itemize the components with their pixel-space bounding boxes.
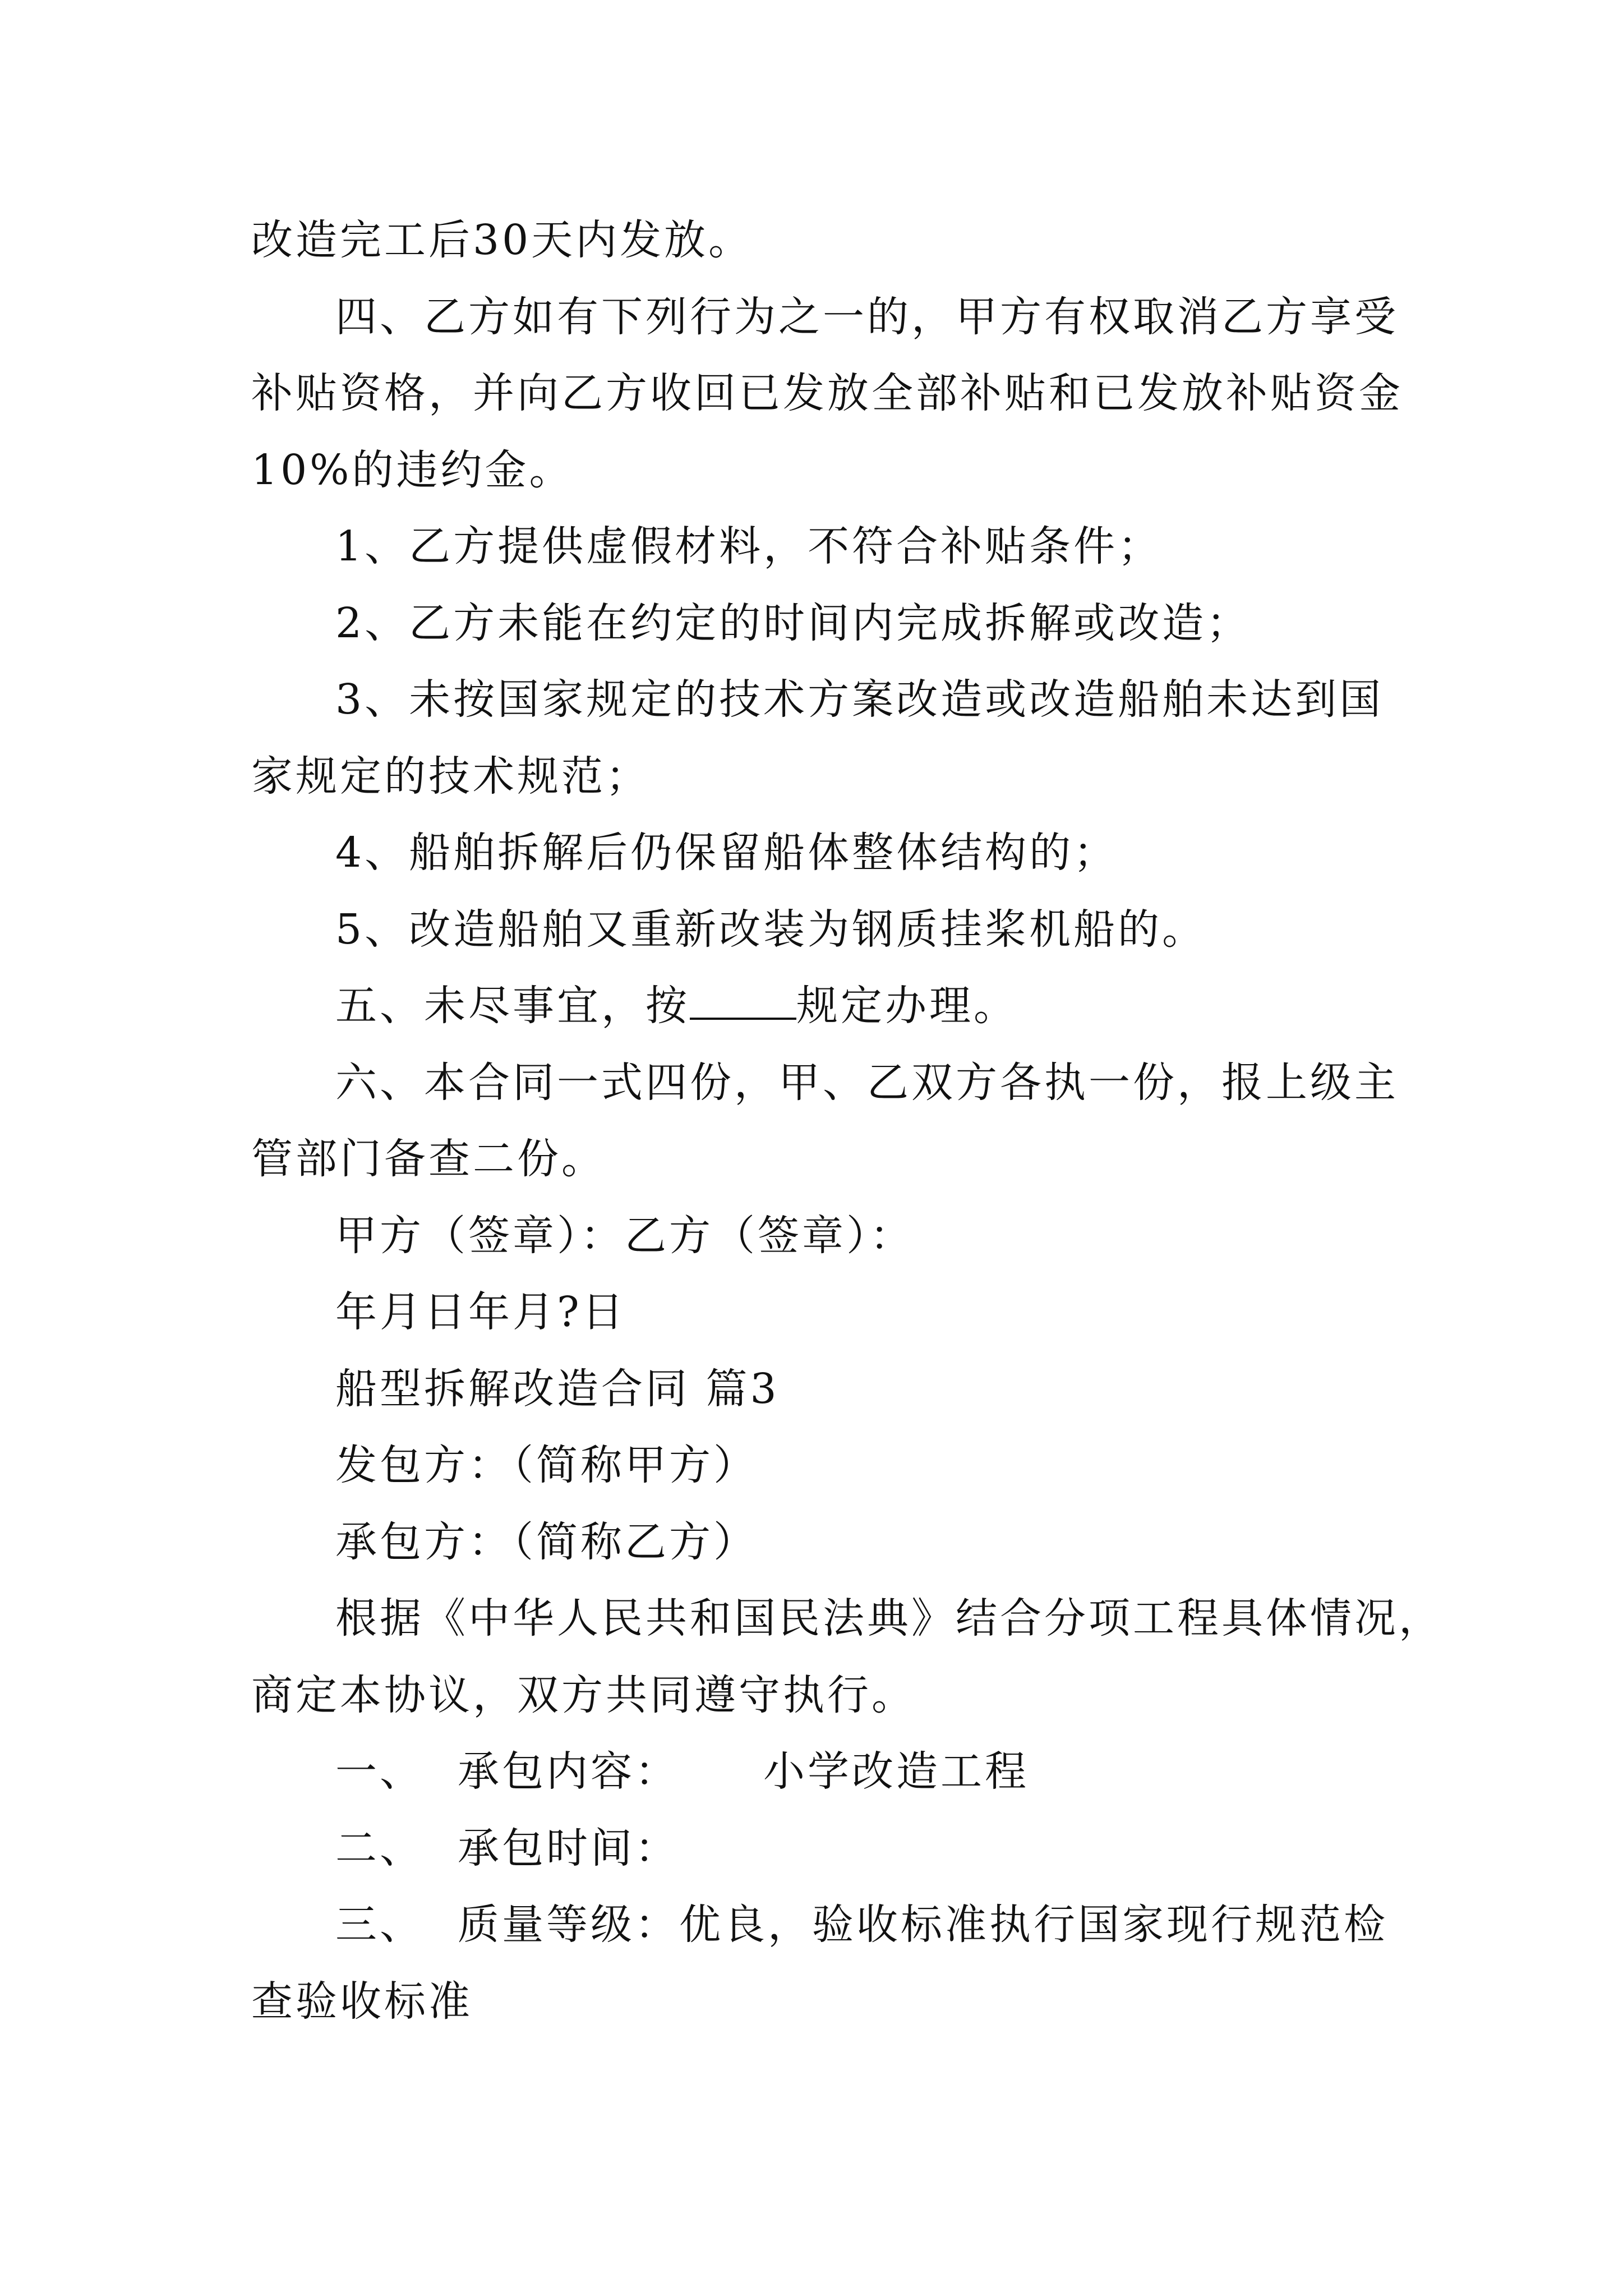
signature-line: 甲方（签章）：乙方（签章）： xyxy=(335,1211,914,1260)
list-item: 5、改造船舶又重新改装为钢质挂桨机船的。 xyxy=(335,905,1207,954)
date-line: 年月日年月?日 xyxy=(335,1288,626,1336)
clause-line xyxy=(251,1733,1395,1810)
paragraph-line: 四、乙方如有下列行为之一的，甲方有权取消乙方享受 xyxy=(335,292,1399,341)
paragraph-line xyxy=(251,968,1395,1045)
document-body xyxy=(251,202,1443,2040)
paragraph-line: 补贴资格，并向乙方收回已发放全部补贴和已发放补贴资金 xyxy=(251,369,1403,417)
section-title: 船型拆解改造合同 篇3 xyxy=(335,1364,780,1413)
clause-line xyxy=(251,1887,1395,1963)
clause-number: 三、 xyxy=(335,1901,424,1949)
list-item: 3、未按国家规定的技术方案改造或改造船舶未达到国 xyxy=(335,675,1384,724)
fill-in-blank xyxy=(690,984,796,1020)
paragraph-line: 商定本协议，双方共同遵守执行。 xyxy=(251,1671,916,1719)
list-item: 2、乙方未能在约定的时间内完成拆解或改造； xyxy=(335,599,1251,647)
list-item: 1、乙方提供虚假材料，不符合补贴条件； xyxy=(335,522,1163,570)
clause-value: 小学改造工程 xyxy=(763,1747,1029,1796)
paragraph-line: 管部门备查二份。 xyxy=(251,1135,606,1183)
clause-text: 规定办理。 xyxy=(796,982,1018,1030)
clause-label: 承包内容： xyxy=(458,1747,679,1796)
list-item-continuation: 家规定的技术规范； xyxy=(251,752,650,800)
clause-number: 二、 xyxy=(335,1824,424,1872)
clause-label: 承包时间： xyxy=(458,1824,679,1872)
party-line: 发包方：（简称甲方） xyxy=(335,1441,758,1489)
paragraph-line: 六、本合同一式四份，甲、乙双方各执一份，报上级主 xyxy=(335,1058,1399,1107)
paragraph-line: 根据《中华人民共和国民法典》结合分项工程具体情况， xyxy=(335,1594,1443,1642)
clause-number: 一、 xyxy=(335,1747,424,1796)
paragraph-line: 10%的违约金。 xyxy=(251,445,574,494)
party-line: 承包方：（简称乙方） xyxy=(335,1517,758,1566)
paragraph-line: 查验收标准 xyxy=(251,1977,473,2026)
clause-line xyxy=(251,1810,1395,1887)
clause-label: 质量等级：优良，验收标准执行国家现行规范检 xyxy=(458,1901,1388,1949)
paragraph-line: 改造完工后30天内发放。 xyxy=(251,216,753,264)
clause-text: 五、未尽事宜，按 xyxy=(335,982,690,1030)
list-item: 4、船舶拆解后仍保留船体整体结构的； xyxy=(335,829,1118,877)
